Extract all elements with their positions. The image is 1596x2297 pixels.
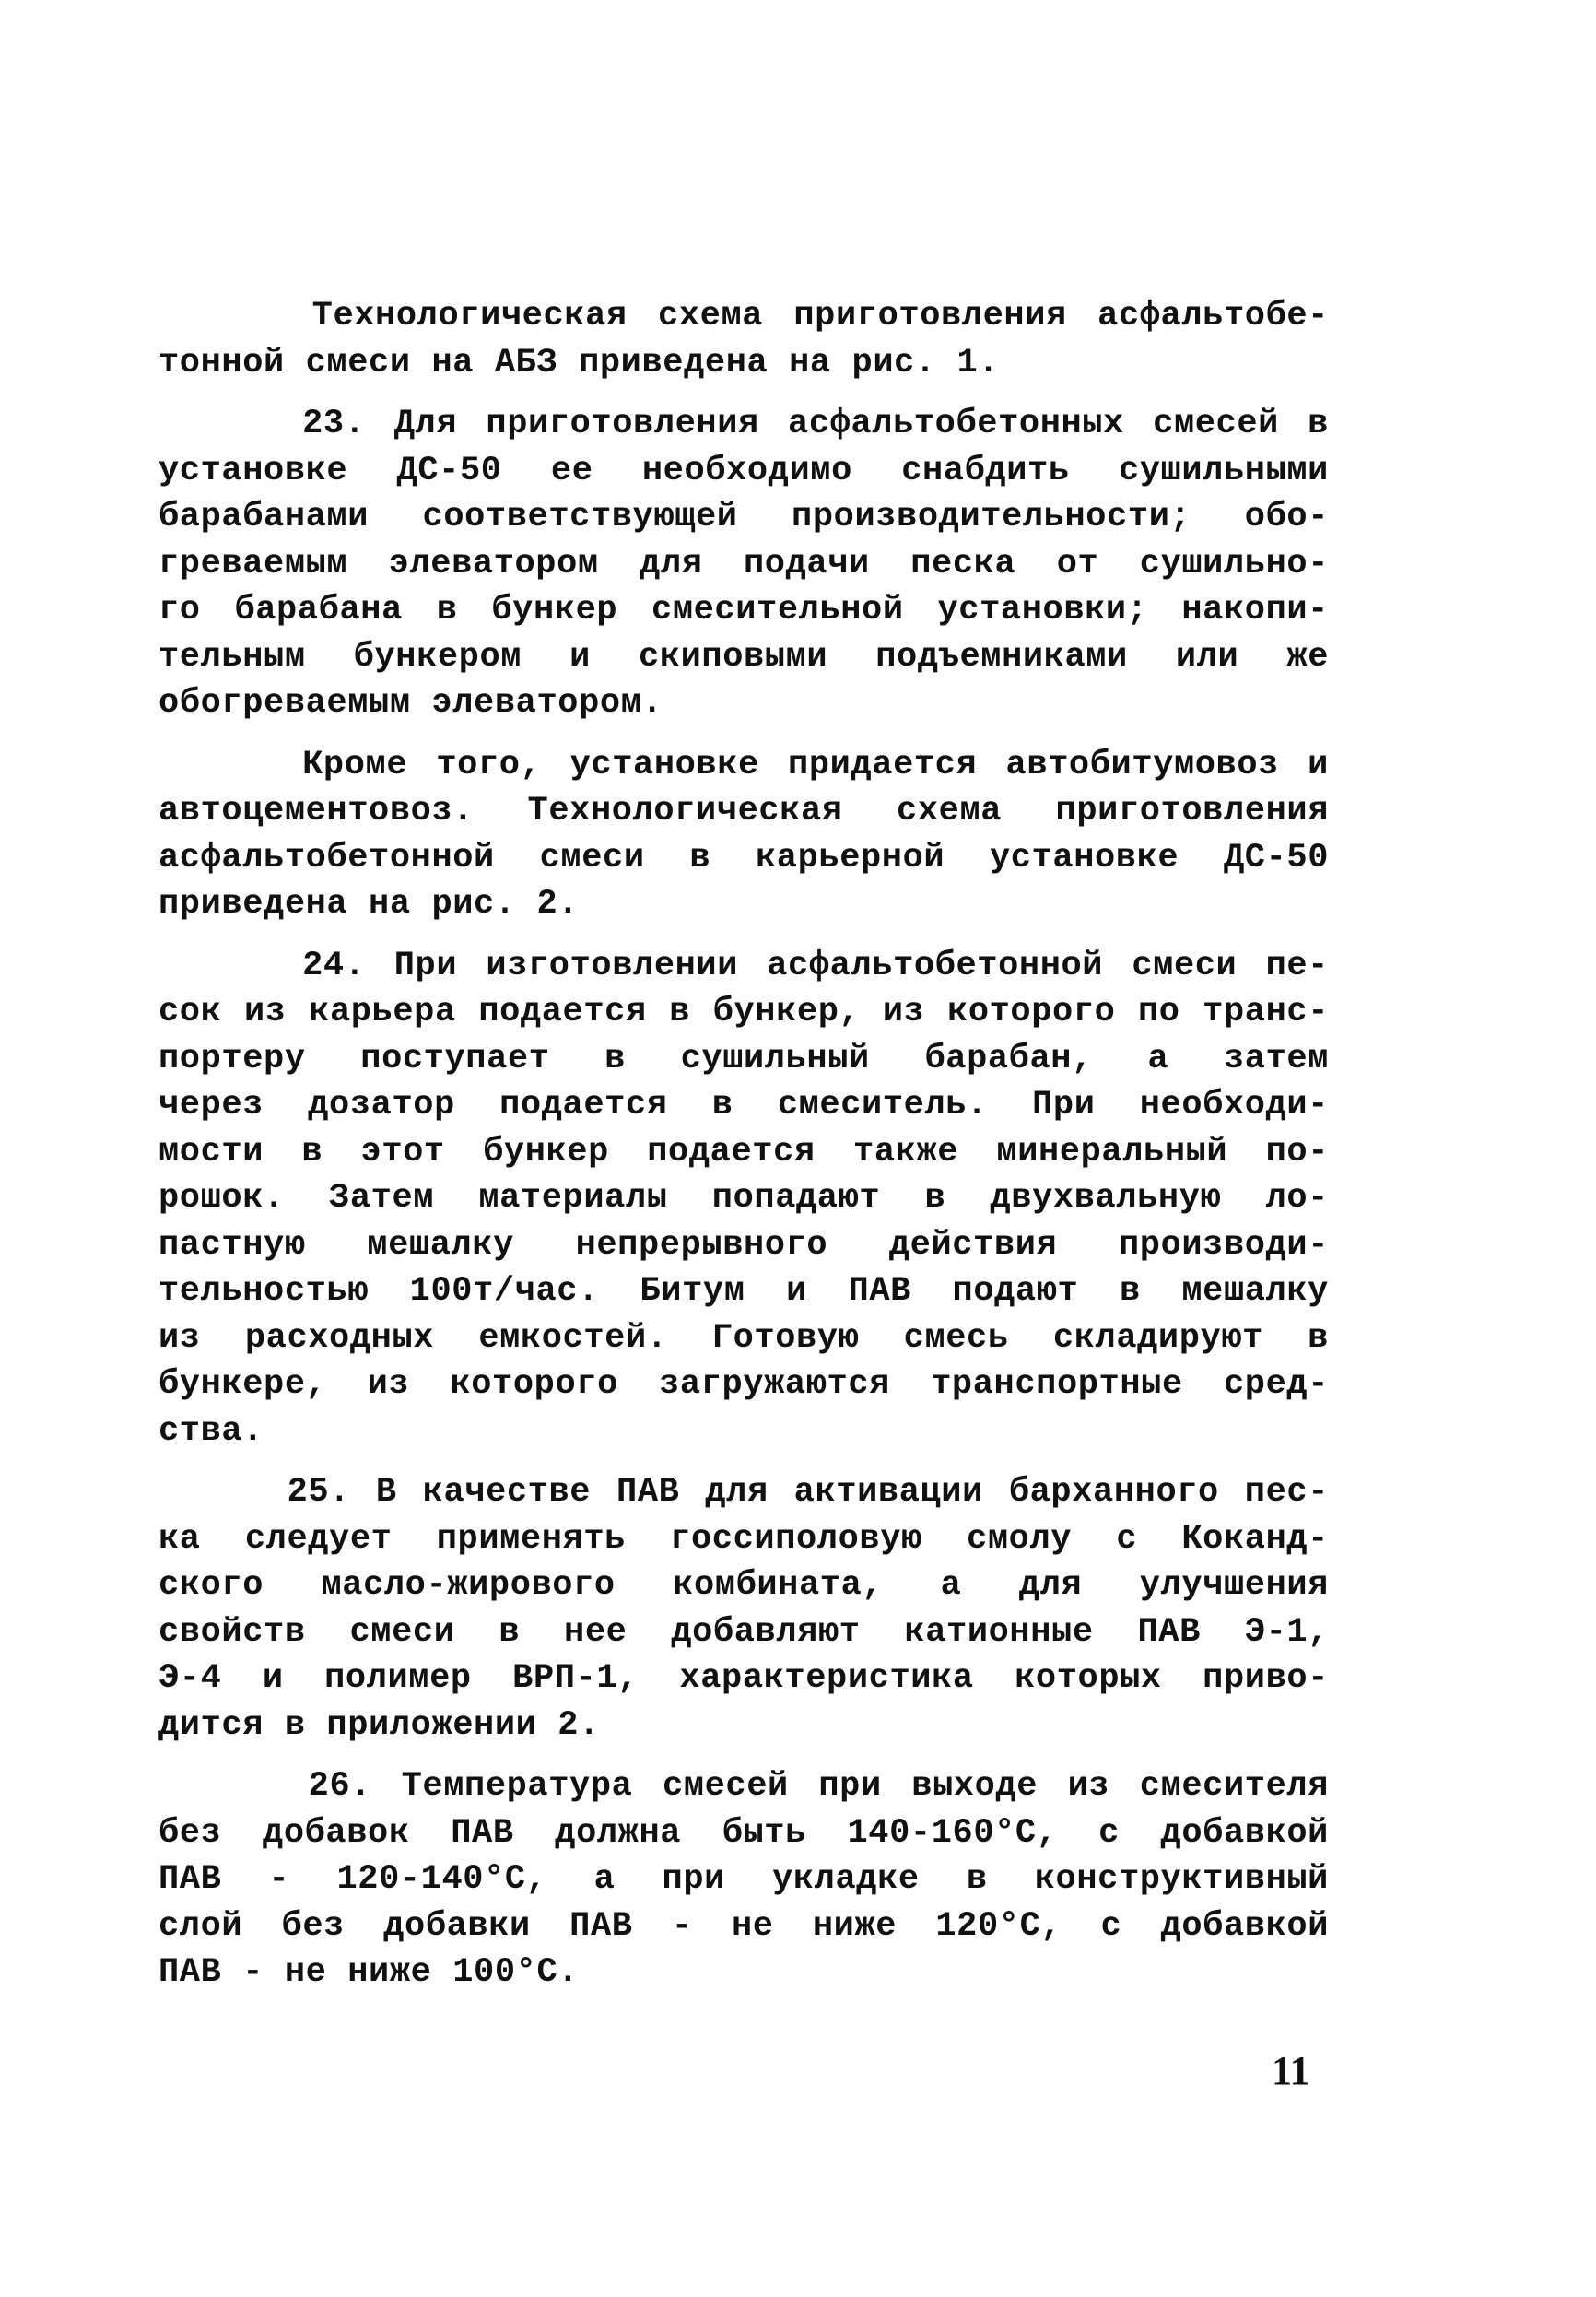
body-text bbox=[158, 293, 1329, 1997]
text-line: барабанами соответствующей производительности; обо- bbox=[158, 498, 1329, 536]
text-line: из расходных емкостей. Готовую смесь складируют в bbox=[158, 1318, 1329, 1358]
text-line: обогреваемым элеватором. bbox=[158, 684, 663, 723]
text-line: Технологическая схема приготовления асфальтобе- bbox=[158, 297, 1329, 336]
text-line: рошок. Затем материалы попадают в двухвальную ло- bbox=[158, 1179, 1329, 1218]
text-line: Кроме того, установке придается автобитумовоз и bbox=[158, 745, 1329, 784]
text-line: слой без добавки ПАВ - не ниже 120°С, с добавкой bbox=[158, 1906, 1329, 1946]
text-line: пастную мешалку непрерывного действия производи- bbox=[158, 1225, 1329, 1265]
text-line: го барабана в бункер смесительной установки; накопи- bbox=[158, 591, 1329, 630]
text-line: автоцементовоз. Технологическая схема приготовления bbox=[158, 792, 1329, 830]
text-line: ства. bbox=[158, 1411, 264, 1451]
text-line: через дозатор подается в смеситель. При необходи- bbox=[158, 1086, 1329, 1125]
text-line: портеру поступает в сушильный барабан, а затем bbox=[158, 1039, 1329, 1078]
text-line: тельным бункером и скиповыми подъемниками или же bbox=[158, 637, 1329, 677]
text-line: дится в приложении 2. bbox=[158, 1705, 600, 1745]
paragraph bbox=[158, 943, 1329, 1455]
text-line: бункере, из которого загружаются транспортные сред- bbox=[158, 1365, 1329, 1404]
page-number: 11 bbox=[1272, 2048, 1310, 2093]
text-line: приведена на рис. 2. bbox=[158, 885, 580, 924]
paragraph bbox=[158, 1763, 1329, 1997]
paragraph bbox=[158, 1469, 1329, 1749]
text-line: 26. Температура смесей при выходе из смесителя bbox=[158, 1767, 1329, 1806]
text-line: Э-4 и полимер ВРП-1, характеристика которых приво- bbox=[158, 1659, 1329, 1698]
text-line: ка следует применять госсиполовую смолу с Коканд- bbox=[158, 1519, 1329, 1559]
text-line: сок из карьера подается в бункер, из которого по транс- bbox=[158, 993, 1329, 1031]
text-line: 24. При изготовлении асфальтобетонной смеси пе- bbox=[158, 946, 1329, 985]
paragraph bbox=[158, 742, 1329, 928]
text-line: греваемым элеватором для подачи песка от сушильно- bbox=[158, 544, 1329, 583]
paragraph bbox=[158, 293, 1329, 386]
text-line: 25. В качестве ПАВ для активации барханного пес- bbox=[158, 1473, 1329, 1512]
text-line: установке ДС-50 ее необходимо снабдить сушильными bbox=[158, 451, 1329, 490]
text-line: мости в этот бункер подается также минеральный по- bbox=[158, 1132, 1329, 1172]
text-line: тонной смеси на АБЗ приведена на рис. 1. bbox=[158, 343, 1000, 383]
paragraph bbox=[158, 401, 1329, 727]
text-line: без добавок ПАВ должна быть 140-160°С, с добавкой bbox=[158, 1813, 1329, 1853]
text-line: тельностью 100т/час. Битум и ПАВ подают в мешалку bbox=[158, 1272, 1329, 1311]
text-line: асфальтобетонной смеси в карьерной установке ДС-50 bbox=[158, 838, 1329, 878]
text-line: ПАВ - не ниже 100°С. bbox=[158, 1953, 580, 1992]
text-line: ского масло-жирового комбината, а для улучшения bbox=[158, 1566, 1329, 1605]
text-line: 23. Для приготовления асфальтобетонных смесей в bbox=[158, 405, 1329, 443]
text-line: свойств смеси в нее добавляют катионные ПАВ Э-1, bbox=[158, 1612, 1329, 1652]
text-line: ПАВ - 120-140°С, а при укладке в конструктивный bbox=[158, 1860, 1329, 1899]
